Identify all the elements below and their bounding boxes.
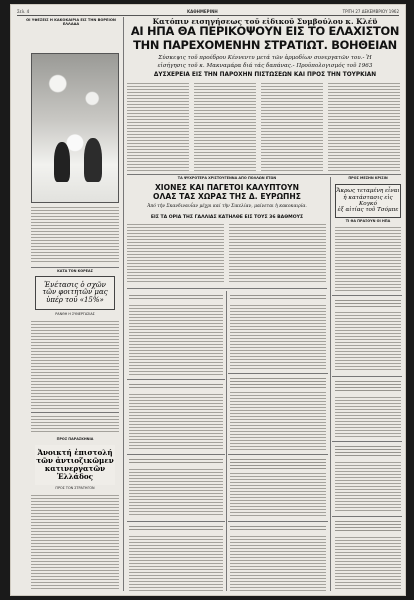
top-story-subhead: ΔΥΣΧΕΡΕΙΑ ΕΙΣ ΤΗΝ ΠΑΡΟΧΗΝ ΠΙΣΤΩΣΕΩΝ ΚΑΙ ΠΡΟΣ ΤΗΝ ΤΟΥΡΚΙΑΝ bbox=[153, 72, 377, 78]
paper-name: ΚΑΘΗΜΕΡΙΝΗ bbox=[187, 9, 218, 14]
item-text bbox=[335, 537, 401, 591]
item-text bbox=[335, 312, 401, 372]
child-figure-right bbox=[84, 138, 102, 182]
top-story-headline-1: ΑΙ ΗΠΑ ΘΑ ΠΕΡΙΚΟΨΟΥΝ ΕΙΣ ΤΟ ΕΛΑΧΙΣΤΟΝ bbox=[130, 24, 400, 38]
divider bbox=[127, 521, 225, 522]
weather-headline-2: ΟΛΑΣ ΤΑΣ ΧΩΡΑΣ ΤΗΣ Δ. ΕΥΡΩΠΗΣ bbox=[153, 192, 301, 201]
folio-bar bbox=[17, 8, 399, 16]
right-line-3: ἐξ αἰτίας τοῦ Τσόμπε bbox=[337, 207, 399, 214]
divider bbox=[127, 174, 401, 175]
item-headline bbox=[335, 381, 401, 393]
divider bbox=[31, 267, 119, 268]
top-story-deck-1: Σύσκεψις τοῦ προέδρου Κέννεντυ μετά τῶν ἁρμοδίων συνεργατῶν του.- Ἡ bbox=[158, 55, 372, 61]
divider bbox=[127, 454, 225, 455]
divider bbox=[228, 521, 328, 522]
item-text bbox=[129, 305, 223, 375]
right-tail: ΤΙ ΘΑ ΠΡΑΞΟΥΝ ΟΙ ΗΠΑ bbox=[345, 219, 391, 223]
letter-box bbox=[35, 445, 115, 485]
top-story-col-1 bbox=[127, 83, 189, 171]
congo-box bbox=[335, 184, 401, 218]
box-2-line-3: κατινεργατῶν Ἑλλάδος bbox=[44, 464, 106, 481]
newspaper-page bbox=[10, 4, 406, 596]
item-text bbox=[335, 397, 401, 437]
item-headline bbox=[129, 459, 223, 465]
top-story-kicker: Κατόπιν εισηγήσεως τοῦ εἰδικοῦ Συμβούλου κ. Κλέϋ bbox=[152, 17, 378, 26]
issue-date: ΤΡΙΤΗ 27 ΔΕΚΕΜΒΡΙΟΥ 1962 bbox=[342, 9, 399, 14]
box-2-tail: ΠΡΟΣ ΤΟΝ ΣΤΡΑΤΗΓΟΝ bbox=[55, 486, 95, 490]
weather-col-1 bbox=[127, 224, 224, 284]
divider bbox=[228, 454, 328, 455]
item-headline bbox=[129, 295, 223, 301]
congo-story-text bbox=[335, 227, 401, 291]
box-1-title: ΚΑΤΑ ΤΟΝ ΚΟΡΕΑΣ bbox=[57, 269, 93, 273]
short-item-text bbox=[31, 416, 119, 434]
divider bbox=[127, 379, 225, 380]
weather-col-2 bbox=[229, 224, 326, 284]
column-rule bbox=[226, 291, 227, 591]
divider bbox=[332, 441, 402, 442]
box-1-line-3: ὑπέρ τοῦ «15%» bbox=[46, 295, 104, 304]
item-headline bbox=[230, 295, 326, 301]
box-1-tail: ΡΑΝΘΗ Η ΣΥΝΕΡΓΑΣΙΑΣ bbox=[55, 312, 95, 316]
box-2-line-2: τῶν ἀντιοζικῶμεν bbox=[36, 456, 114, 466]
box-1-line-1: Ἐνέτασις ὁ σχῶν bbox=[44, 280, 106, 289]
item-headline bbox=[129, 526, 223, 532]
item-headline bbox=[335, 521, 401, 533]
item-headline bbox=[335, 300, 401, 308]
right-line-2: ἡ κατάστασις εἰς Κογκό bbox=[343, 194, 393, 207]
snow-photo bbox=[31, 53, 119, 203]
item-text bbox=[129, 394, 223, 450]
item-headline bbox=[230, 378, 326, 388]
top-story-col-3 bbox=[261, 83, 323, 171]
item-text bbox=[230, 392, 326, 450]
top-story-headline-2: ΤΗΝ ΠΑΡΕΧΟΜΕΝΗΝ ΣΤΡΑΤΙΩΤ. ΒΟΗΘΕΙΑΝ bbox=[133, 38, 397, 52]
column-rule bbox=[123, 17, 124, 591]
box-2-kicker: ΠΡΟΣ ΠΑΡΑΣΚΗΝΙΑ bbox=[56, 437, 94, 441]
weather-subhead: ΕΙΣ ΤΑ ΟΡΙΑ ΤΗΣ ΓΑΛΛΙΑΣ ΚΑΤΗΛΘΕ ΕΙΣ ΤΟΥΣ 36 ΒΑΘΜΟΥΣ bbox=[150, 215, 304, 220]
photo-caption: ΟΙ ΥΦΕΣΕΙΣ Η ΚΑΚΟΚΑΙΡΙΑ ΕΙΣ ΤΗΝ ΒΟΡΕΙΟΝ ΕΛΛΑΔΑ bbox=[26, 18, 116, 26]
student-box bbox=[35, 276, 115, 310]
photo-story-text bbox=[31, 207, 119, 263]
divider bbox=[127, 288, 327, 289]
page-number: Σελ. 4 bbox=[17, 9, 30, 14]
divider bbox=[332, 376, 402, 377]
item-headline bbox=[129, 384, 223, 390]
right-line-1: Ἄκρως τεταμένη εἶναι bbox=[336, 188, 400, 195]
weather-headline-1: ΧΙΟΝΕΣ ΚΑΙ ΠΑΓΕΤΟΙ ΚΑΛΥΠΤΟΥΝ bbox=[154, 183, 300, 192]
divider bbox=[31, 412, 119, 413]
top-story-col-4 bbox=[328, 83, 400, 171]
divider bbox=[332, 516, 402, 517]
item-text bbox=[230, 473, 326, 517]
item-headline bbox=[230, 526, 326, 532]
item-text bbox=[335, 462, 401, 512]
box-1-line-2: τῶν φοιτητῶν μας bbox=[42, 288, 108, 297]
column-rule bbox=[330, 177, 331, 591]
item-text bbox=[230, 305, 326, 369]
top-story-deck-2: εἰσήγησις τοῦ κ. Μακναμάρα διά τάς δαπάνας.- Προϋπολογισμός τοῦ 1963 bbox=[157, 63, 373, 69]
top-story-col-2 bbox=[194, 83, 256, 171]
divider bbox=[228, 373, 328, 374]
child-figure-left bbox=[54, 142, 70, 182]
item-headline bbox=[335, 446, 401, 458]
right-kicker: ΠΡΟΣ ΜΕΣΗΝ ΚΡΙΣΙΝ bbox=[348, 176, 388, 180]
item-headline bbox=[230, 459, 326, 469]
box-2-line-1: Ἀνοικτή ἐπιστολή bbox=[37, 448, 113, 458]
student-story-text bbox=[31, 321, 119, 409]
weather-deck: Ἀπό τὴν Σκανδιναυΐαν μέχρι καί τὴν Σικελίαν, μαίνεται ἡ κακοκαιρία. bbox=[147, 204, 307, 209]
item-text bbox=[129, 469, 223, 517]
divider bbox=[332, 295, 402, 296]
item-text bbox=[129, 536, 223, 591]
item-text bbox=[230, 536, 326, 591]
letter-story-text bbox=[31, 495, 119, 591]
weather-kicker: ΤΑ ΨΥΧΡΟΤΕΡΑ ΧΡΙΣΤΟΥΓΕΝΝΑ ΑΠΟ ΠΟΛΛΩΝ ΕΤΩΝ bbox=[177, 176, 277, 180]
